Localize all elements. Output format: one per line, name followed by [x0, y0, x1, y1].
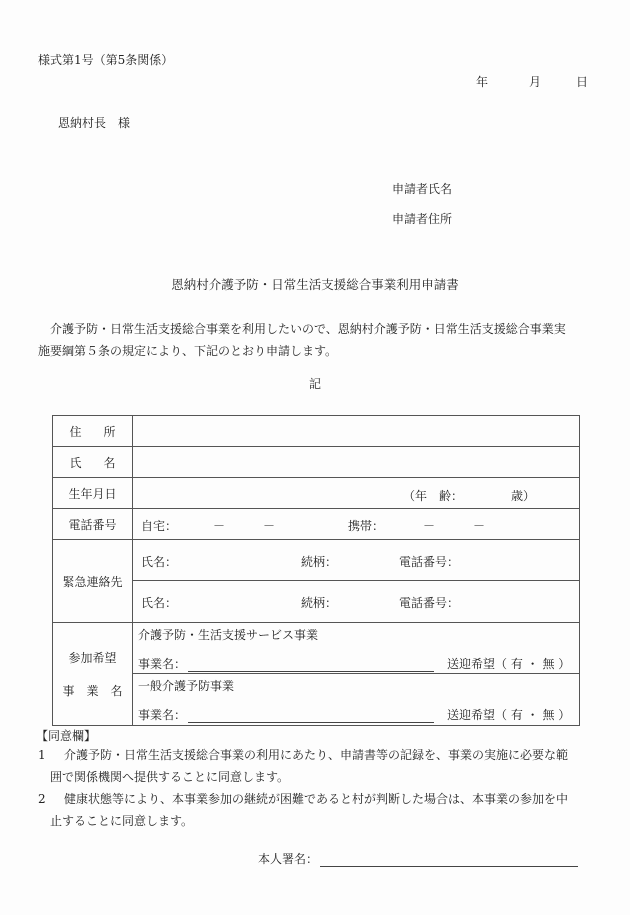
consent-item-text: 介護予防・日常生活支援総合事業の利用にあたり、申請書等の記録を、事業の実施に必要な範: [64, 748, 569, 762]
consent-item-2: [38, 788, 598, 832]
age-close-label: 歳）: [511, 489, 536, 503]
age-open-label: （年 齢：: [403, 489, 464, 503]
program-name-field[interactable]: [138, 706, 434, 723]
birthdate-label: 生年月日: [53, 478, 133, 508]
emergency-contact-label: 緊急連絡先: [53, 540, 133, 622]
emergency-contact-1[interactable]: [133, 540, 579, 581]
emergency-contact-2[interactable]: [133, 581, 579, 622]
application-table: [52, 415, 580, 726]
document-title: 恩納村介護予防・日常生活支援総合事業利用申請書: [171, 277, 459, 292]
consent-item-1: [38, 744, 598, 788]
program-name-label: 事業名：: [138, 657, 187, 671]
participation-row: [53, 623, 579, 725]
program-name-field[interactable]: [138, 655, 434, 672]
consent-item-number: 1: [38, 748, 46, 762]
applicant-address-label: 申請者住所: [392, 212, 453, 226]
emergency-contact-row: [53, 540, 579, 623]
consent-item-number: 2: [38, 792, 46, 806]
home-phone-dash: －: [213, 519, 226, 533]
label-char: 名: [110, 684, 123, 698]
birthdate-field[interactable]: [133, 478, 579, 508]
consent-heading: 【同意欄】: [36, 729, 97, 743]
intro-paragraph: [38, 318, 598, 362]
mobile-phone-label: 携帯：: [348, 519, 385, 533]
consent-item-text-cont: 止することに同意します。: [50, 814, 194, 828]
date-day-label: 日: [576, 75, 589, 89]
participation-label: [53, 623, 133, 725]
emergency-phone-label: 電話番号：: [399, 555, 460, 569]
transport-choice[interactable]: 送迎希望（ 有 ・ 無 ）: [447, 708, 571, 722]
name-row: [53, 447, 579, 478]
label-char: 事: [62, 684, 75, 698]
name-label-char: 氏: [69, 455, 82, 470]
program-category: 介護予防・生活支援サービス事業: [138, 628, 319, 642]
program-name-line[interactable]: [188, 710, 434, 723]
program-category: 一般介護予防事業: [138, 679, 235, 693]
mobile-phone-dash: －: [473, 519, 486, 533]
mobile-phone-dash: －: [423, 519, 436, 533]
label-char: 業: [86, 684, 99, 698]
participation-label-line2: [63, 682, 123, 699]
signature-line[interactable]: [320, 852, 578, 867]
address-label: [53, 416, 133, 446]
address-label-char: 住: [69, 424, 82, 439]
home-phone-dash: －: [263, 519, 276, 533]
intro-line-2: 施要綱第５条の規定により、下記のとおり申請します。: [38, 344, 338, 358]
birthdate-row: [53, 478, 579, 509]
consent-item-text-cont: 囲で関係機関へ提供することに同意します。: [50, 770, 290, 784]
signature-field[interactable]: [258, 850, 578, 867]
program-general: [133, 674, 579, 725]
phone-row: [53, 509, 579, 540]
program-care-prevention: [133, 623, 579, 674]
participation-label-line1: 参加希望: [68, 651, 117, 665]
emergency-relation-label: 続柄：: [301, 596, 338, 610]
address-label-char: 所: [103, 424, 116, 439]
emergency-relation-label: 続柄：: [301, 555, 338, 569]
emergency-name-label: 氏名：: [141, 555, 178, 569]
consent-item-text: 健康状態等により、本事業参加の継続が困難であると村が判断した場合は、本事業の参加を中: [64, 792, 569, 806]
signature-label: 本人署名：: [258, 852, 319, 866]
addressee: 恩納村長 様: [58, 116, 131, 130]
emergency-name-label: 氏名：: [141, 596, 178, 610]
address-field[interactable]: [133, 416, 579, 446]
date-month-label: 月: [529, 75, 542, 89]
applicant-name-label: 申請者氏名: [392, 182, 453, 196]
name-field[interactable]: [133, 447, 579, 477]
ki-heading: 記: [308, 377, 321, 391]
name-label: [53, 447, 133, 477]
program-name-label: 事業名：: [138, 708, 187, 722]
program-name-line[interactable]: [188, 659, 434, 672]
emergency-phone-label: 電話番号：: [399, 596, 460, 610]
date-year-label: 年: [476, 75, 489, 89]
form-number: 様式第1号（第5条関係）: [38, 53, 174, 67]
name-label-char: 名: [103, 455, 116, 470]
phone-field[interactable]: [133, 509, 579, 539]
home-phone-label: 自宅：: [141, 519, 178, 533]
intro-line-1: 介護予防・日常生活支援総合事業を利用したいので、恩納村介護予防・日常生活支援総合事業実: [38, 322, 566, 336]
address-row: [53, 416, 579, 447]
phone-label: 電話番号: [53, 509, 133, 539]
transport-choice[interactable]: 送迎希望（ 有 ・ 無 ）: [447, 657, 571, 671]
